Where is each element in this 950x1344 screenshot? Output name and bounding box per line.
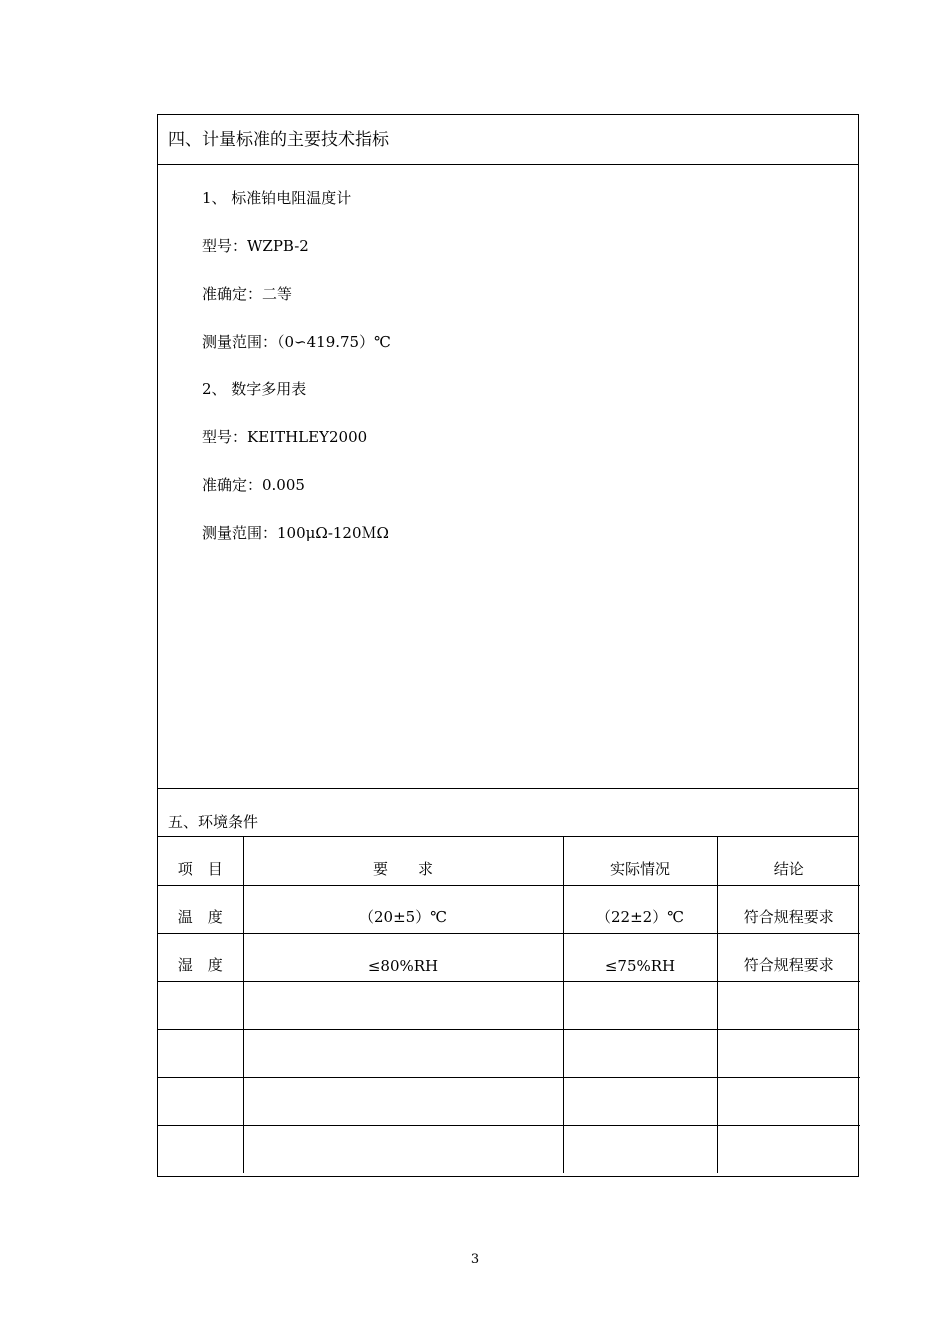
cell-requirement — [243, 1029, 563, 1077]
table-header-row — [158, 837, 860, 885]
spec-item-heading: 1、 标准铂电阻温度计 — [202, 189, 352, 207]
cell-requirement — [243, 981, 563, 1029]
section5-title: 五、环境条件 — [158, 789, 858, 837]
spec-model: 型号：KEITHLEY2000 — [202, 428, 368, 446]
cell-actual: ≤75%RH — [563, 933, 717, 981]
cell-item: 温 度 — [158, 885, 243, 933]
cell-conclusion — [717, 1125, 860, 1173]
cell-requirement: ≤80%RH — [243, 933, 563, 981]
cell-requirement — [243, 1125, 563, 1173]
cell-item — [158, 1077, 243, 1125]
cell-actual — [563, 1077, 717, 1125]
table-row — [158, 1125, 860, 1173]
environment-table — [158, 837, 860, 1173]
header-conclusion: 结论 — [717, 837, 860, 885]
spec-model: 型号：WZPB-2 — [202, 237, 309, 255]
cell-item — [158, 1029, 243, 1077]
cell-actual — [563, 1125, 717, 1173]
form-sheet — [157, 114, 859, 1177]
cell-conclusion: 符合规程要求 — [717, 933, 860, 981]
cell-actual — [563, 981, 717, 1029]
spec-accuracy: 准确定：0.005 — [202, 476, 305, 494]
cell-item — [158, 1125, 243, 1173]
table-row — [158, 885, 860, 933]
cell-conclusion — [717, 1077, 860, 1125]
header-actual: 实际情况 — [563, 837, 717, 885]
cell-item: 湿 度 — [158, 933, 243, 981]
spec-item-heading: 2、 数字多用表 — [202, 380, 307, 398]
header-requirement: 要 求 — [243, 837, 563, 885]
page-number: 3 — [470, 1252, 480, 1267]
table-row — [158, 1077, 860, 1125]
cell-requirement — [243, 1077, 563, 1125]
table-row — [158, 933, 860, 981]
cell-conclusion: 符合规程要求 — [717, 885, 860, 933]
cell-conclusion — [717, 981, 860, 1029]
spec-accuracy: 准确定：二等 — [202, 285, 293, 303]
cell-actual — [563, 1029, 717, 1077]
table-row — [158, 981, 860, 1029]
spec-range: 测量范围：（0∽419.75）℃ — [202, 333, 391, 351]
cell-requirement: （20±5）℃ — [243, 885, 563, 933]
cell-item — [158, 981, 243, 1029]
cell-actual: （22±2）℃ — [563, 885, 717, 933]
table-row — [158, 1029, 860, 1077]
cell-conclusion — [717, 1029, 860, 1077]
section4-title: 四、计量标准的主要技术指标 — [158, 115, 858, 165]
section4-body — [158, 165, 858, 789]
header-item: 项 目 — [158, 837, 243, 885]
spec-range: 测量范围：100μΩ-120ＭΩ — [202, 524, 389, 542]
